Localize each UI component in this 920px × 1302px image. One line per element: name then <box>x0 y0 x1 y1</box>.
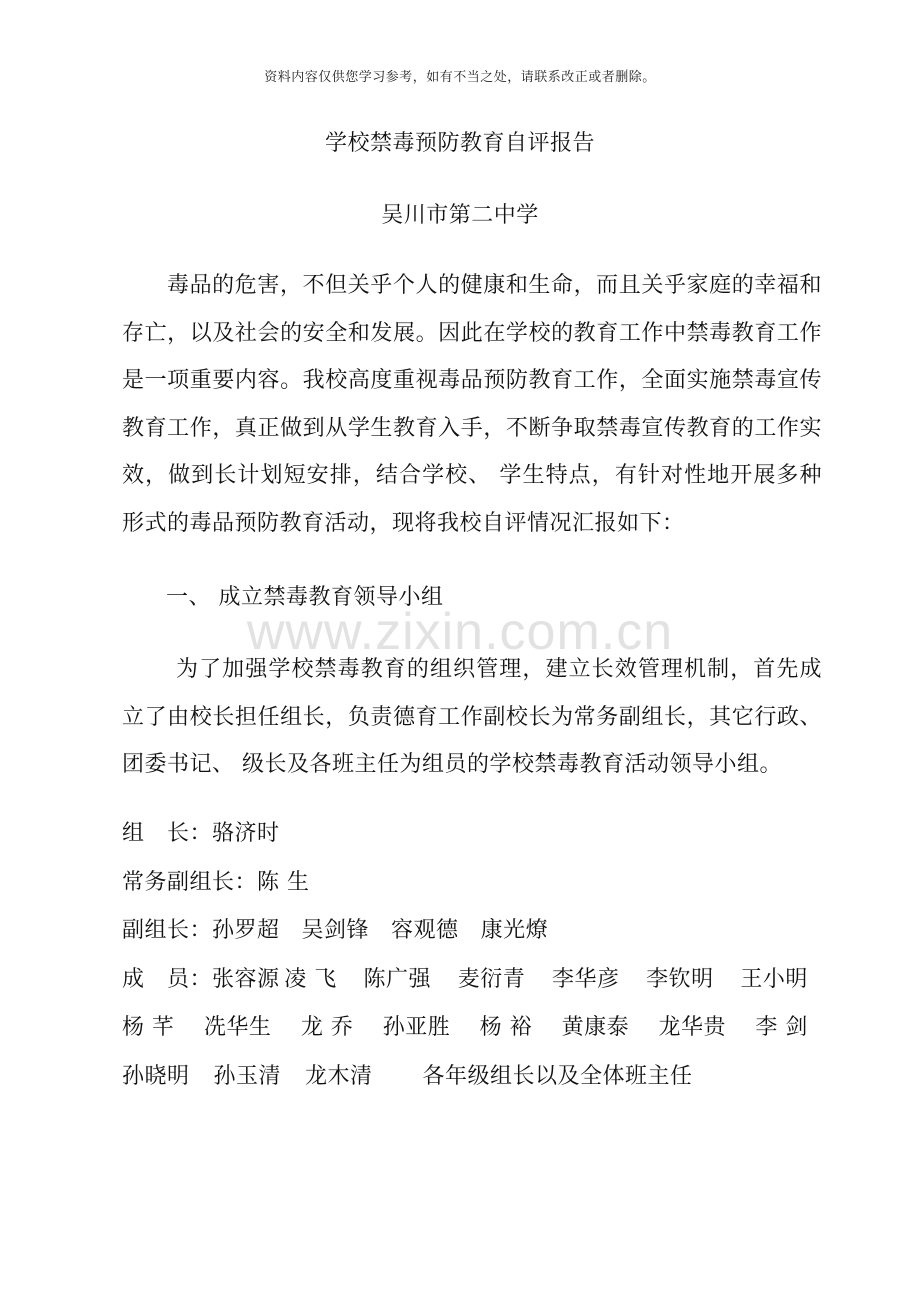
deputy-name: 孙罗超 <box>212 918 280 943</box>
members-tail: 各年级组长以及全体班主任 <box>422 1063 693 1089</box>
member-name: 龙 乔 <box>300 1015 354 1040</box>
members-line-1 <box>122 956 822 1005</box>
member-name: 杨 裕 <box>479 1015 533 1040</box>
intro-paragraph: 毒品的危害，不但关乎个人的健康和生命，而且关乎家庭的幸福和存亡，以及社会的安全和发展。因此在学校的教育工作中禁毒教育工作是一项重要内容。我校高度重视毒品预防教育工作，全面实施禁毒宣传教育工作，真正做到从学生教育入手，不断争取禁毒宣传教育的工作实效，做到长计划短安排，结合学校、 学生特点，有针对性地开展多种形式的毒品预防教育活动，现将我校自评情况汇报如下： <box>122 273 822 536</box>
member-name: 麦衍青 <box>457 966 526 992</box>
exec-deputy-line <box>122 859 822 908</box>
report-title: 学校禁毒预防教育自评报告 <box>324 131 595 156</box>
member-name: 龙华贵 <box>658 1015 726 1040</box>
members-label: 成 员： <box>122 966 213 992</box>
member-name: 李钦明 <box>646 966 714 992</box>
member-name: 孙亚胜 <box>382 1015 451 1040</box>
member-name: 杨 芊 <box>122 1015 175 1040</box>
deputy-name: 吴剑锋 <box>301 918 370 943</box>
section-1-paragraph: 为了加强学校禁毒教育的组织管理，建立长效管理机制，首先成立了由校长担任组长，负责德育工作副校长为常务副组长，其它行政、团委书记、 级长及各班主任为组员的学校禁毒教育活动领导小组。 <box>122 657 822 777</box>
leader-line <box>122 810 822 859</box>
member-name: 龙木清 <box>305 1063 373 1089</box>
deputies-label: 副组长： <box>122 918 213 943</box>
header-disclaimer: 资料内容仅供您学习参考，如有不当之处，请联系改正或者删除。 <box>264 70 656 85</box>
member-name: 李 剑 <box>755 1015 808 1040</box>
deputy-name: 康光燎 <box>480 918 549 943</box>
watermark: www.zixin.com.cn <box>246 603 674 661</box>
exec-deputy-label: 常务副组长： <box>122 869 258 895</box>
members-label-and-first <box>122 956 280 1005</box>
member-name: 冼华生 <box>203 1015 272 1040</box>
school-name: 吴川市第二中学 <box>381 203 539 228</box>
members-line-3 <box>122 1053 822 1102</box>
exec-deputy-name: 陈 生 <box>257 869 310 895</box>
member-name: 张容源 <box>212 966 280 992</box>
member-name: 凌 飞 <box>284 966 337 992</box>
deputy-name: 容观德 <box>391 918 459 943</box>
member-name: 黄康泰 <box>561 1015 630 1040</box>
deputies-line <box>122 907 822 956</box>
member-name: 孙玉清 <box>213 1063 282 1089</box>
member-name: 李华彦 <box>551 966 620 992</box>
member-list <box>122 810 822 1101</box>
member-name: 陈广强 <box>363 966 431 992</box>
section-1-heading: 一、 成立禁毒教育领导小组 <box>166 585 444 610</box>
members-line-2 <box>122 1004 822 1053</box>
leader-name: 骆济时 <box>212 821 280 846</box>
member-name: 王小明 <box>740 966 808 992</box>
member-name: 孙晓明 <box>122 1063 190 1089</box>
leader-label: 组 长： <box>122 821 213 846</box>
